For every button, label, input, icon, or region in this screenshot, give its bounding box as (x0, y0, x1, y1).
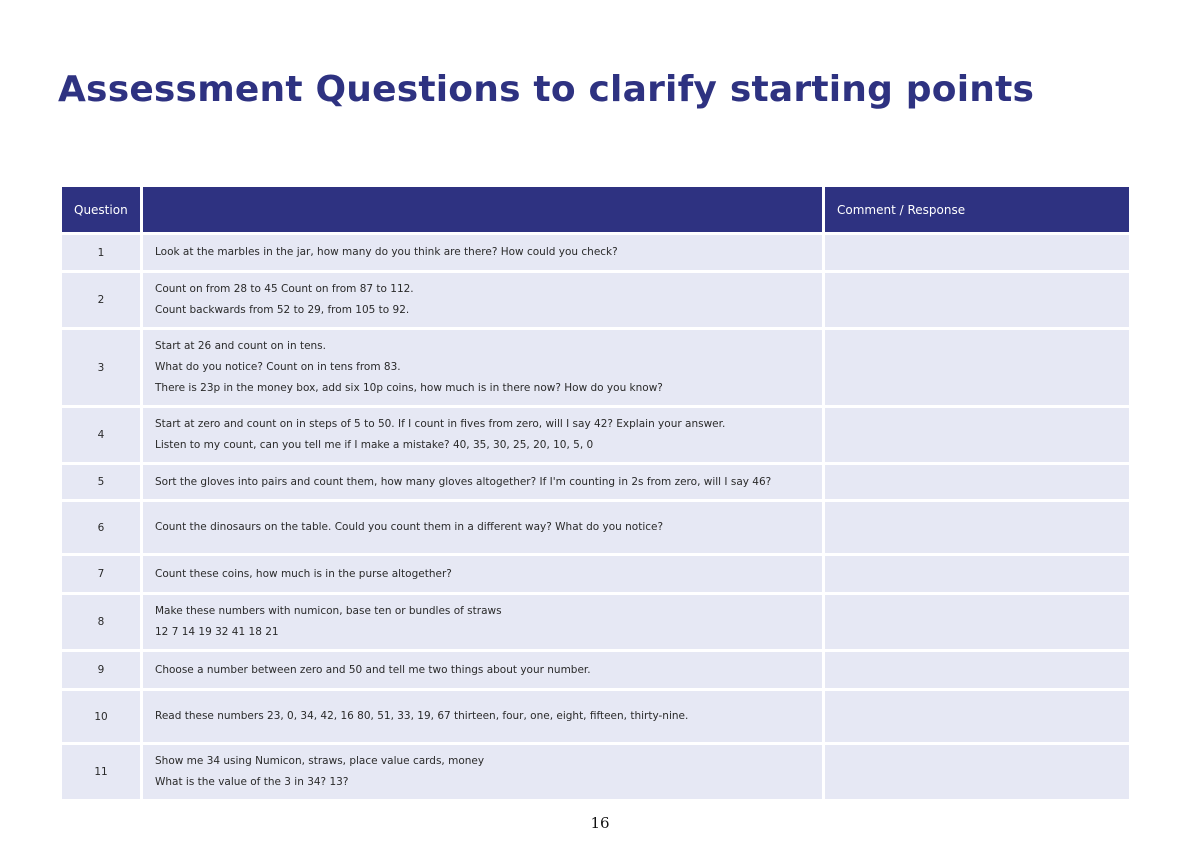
table-row (62, 235, 1129, 270)
question-number-cell: 8 (62, 595, 140, 649)
question-number-cell: 4 (62, 408, 140, 462)
table-row (62, 273, 1129, 327)
table-body (62, 235, 1129, 799)
response-cell[interactable] (825, 502, 1129, 553)
question-text-cell (143, 691, 822, 742)
question-text-cell (143, 556, 822, 592)
table-row (62, 745, 1129, 799)
question-line: Show me 34 using Numicon, straws, place value cards, money (155, 755, 485, 767)
table-row (62, 595, 1129, 649)
question-line: Make these numbers with numicon, base ten or bundles of straws (155, 605, 502, 617)
column-header-response: Comment / Response (825, 187, 1129, 232)
response-cell[interactable] (825, 691, 1129, 742)
question-text-cell (143, 745, 822, 799)
question-text-cell (143, 330, 822, 405)
question-number-cell: 9 (62, 652, 140, 688)
question-text-cell (143, 595, 822, 649)
question-line: Count backwards from 52 to 29, from 105 to 92. (155, 304, 410, 316)
question-line: Look at the marbles in the jar, how many do you think are there? How could you check? (155, 246, 618, 258)
response-cell[interactable] (825, 330, 1129, 405)
question-line: There is 23p in the money box, add six 10p coins, how much is in there now? How do you know? (155, 382, 663, 394)
question-line: Count these coins, how much is in the purse altogether? (155, 567, 452, 580)
question-text-cell (143, 235, 822, 270)
assessment-table (59, 184, 1132, 802)
question-number-cell: 11 (62, 745, 140, 799)
question-line: Count the dinosaurs on the table. Could you count them in a different way? What do you notice? (155, 521, 664, 533)
question-number-cell: 6 (62, 502, 140, 553)
question-text-cell (143, 465, 822, 499)
response-cell[interactable] (825, 595, 1129, 649)
page-number: 16 (590, 814, 610, 832)
question-line: What is the value of the 3 in 34? 13? (155, 776, 349, 788)
question-line: Listen to my count, can you tell me if I make a mistake? 40, 35, 30, 25, 20, 10, 5, 0 (155, 439, 594, 451)
question-number-cell: 5 (62, 465, 140, 499)
response-cell[interactable] (825, 465, 1129, 499)
question-number-cell: 1 (62, 235, 140, 270)
question-line: Sort the gloves into pairs and count them, how many gloves altogether? If I'm counting in 2s from zero, will I say 46? (155, 475, 772, 488)
question-line: Start at zero and count on in steps of 5 to 50. If I count in fives from zero, will I say 42? Explain your answer. (155, 418, 726, 430)
question-line: What do you notice? Count on in tens from 83. (155, 361, 401, 373)
table-row (62, 691, 1129, 742)
question-number-cell: 10 (62, 691, 140, 742)
question-line: Read these numbers 23, 0, 34, 42, 16 80, 51, 33, 19, 67 thirteen, four, one, eight, fifteen, thirty-nine. (155, 710, 689, 722)
column-header-question-text (143, 187, 822, 232)
page-title: Assessment Questions to clarify starting points (58, 69, 1035, 110)
question-text-cell (143, 273, 822, 327)
response-cell[interactable] (825, 273, 1129, 327)
question-line: 12 7 14 19 32 41 18 21 (155, 626, 279, 638)
table-row (62, 465, 1129, 499)
response-cell[interactable] (825, 408, 1129, 462)
question-line: Start at 26 and count on in tens. (155, 340, 326, 352)
response-cell[interactable] (825, 745, 1129, 799)
question-line: Choose a number between zero and 50 and tell me two things about your number. (155, 663, 591, 676)
response-cell[interactable] (825, 652, 1129, 688)
table-row (62, 330, 1129, 405)
question-line: Count on from 28 to 45 Count on from 87 to 112. (155, 283, 414, 295)
question-number-cell: 7 (62, 556, 140, 592)
question-text-cell (143, 502, 822, 553)
question-text-cell (143, 652, 822, 688)
table-header-row (62, 187, 1129, 232)
column-header-question-number: Question (62, 187, 140, 232)
table-row (62, 556, 1129, 592)
question-number-cell: 3 (62, 330, 140, 405)
table-row (62, 652, 1129, 688)
response-cell[interactable] (825, 556, 1129, 592)
question-text-cell (143, 408, 822, 462)
response-cell[interactable] (825, 235, 1129, 270)
table-row (62, 502, 1129, 553)
question-number-cell: 2 (62, 273, 140, 327)
table-row (62, 408, 1129, 462)
